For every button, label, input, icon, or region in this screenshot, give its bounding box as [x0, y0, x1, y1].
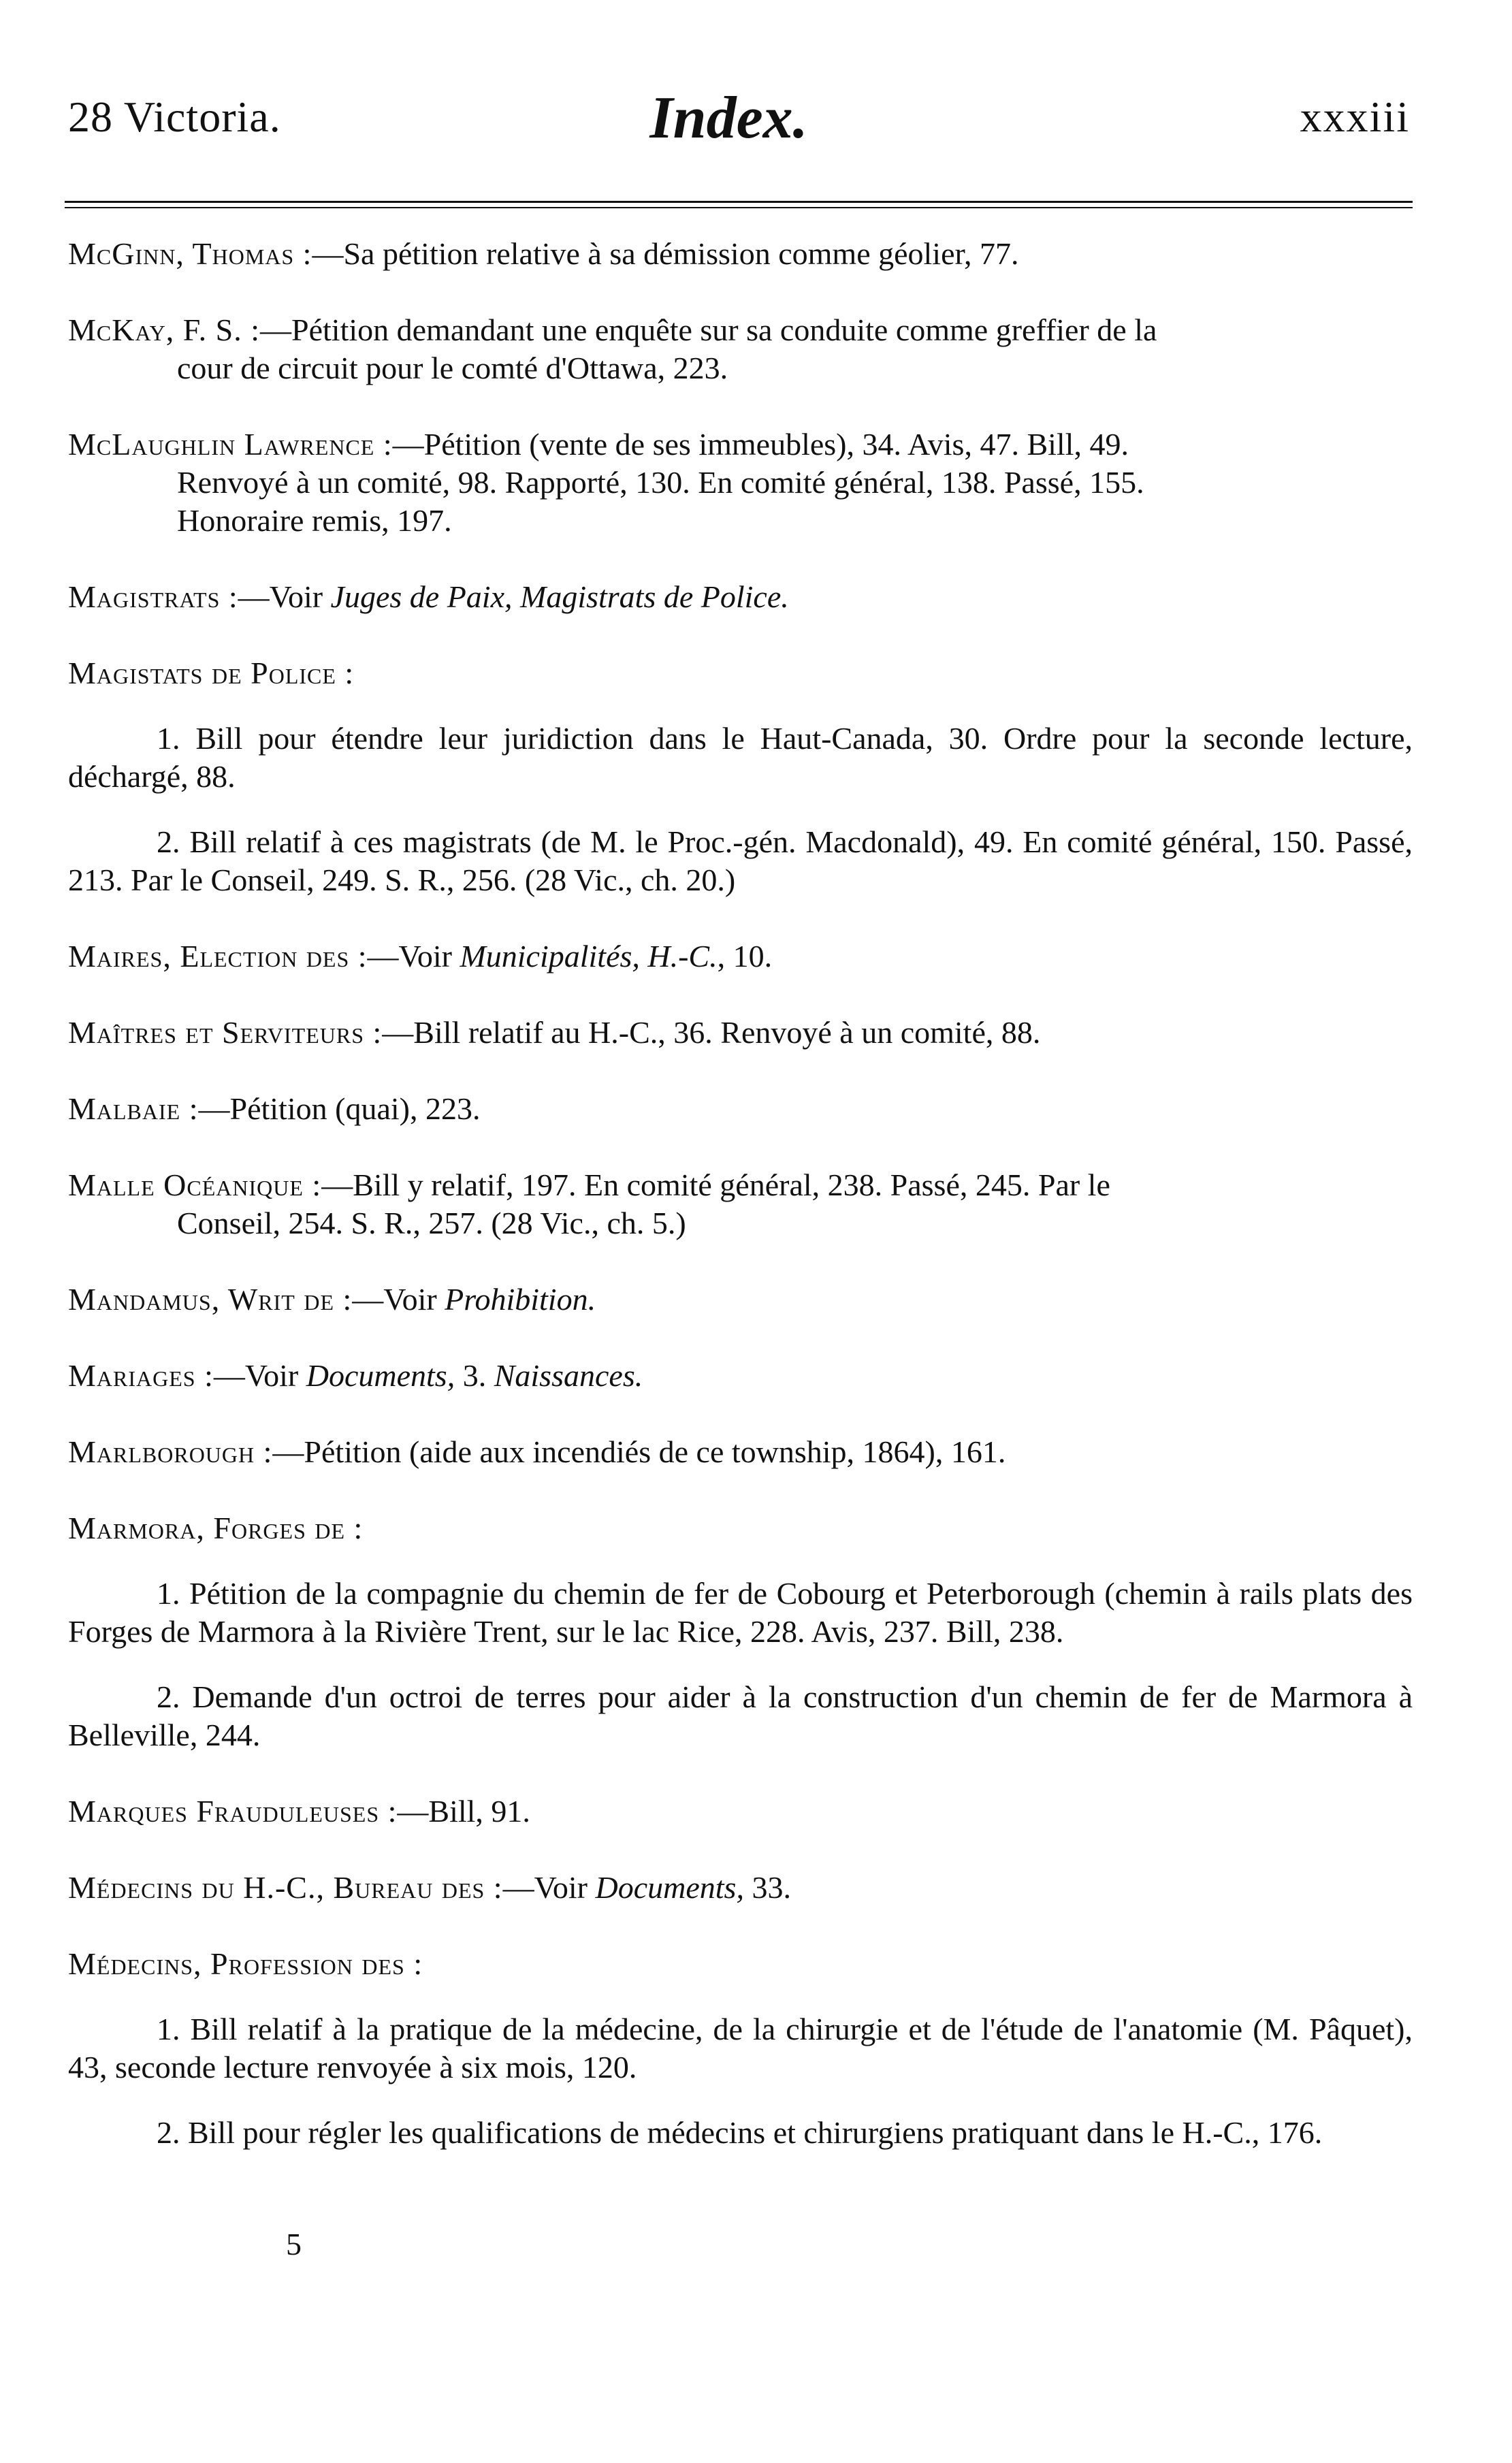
entry-cross-reference: Prohibition.: [445, 1282, 596, 1317]
header-page-roman: xxxiii: [1300, 93, 1410, 141]
entry-cross-reference: Documents,: [306, 1358, 455, 1393]
header-rule-bottom: [65, 207, 1413, 208]
entry-text-after: , 10.: [717, 939, 773, 973]
entry-heading: Malle Océanique :: [68, 1168, 322, 1202]
index-entry-mckay: [68, 311, 1413, 387]
page-header: [48, 85, 1410, 167]
index-entry-malbaie: [68, 1090, 1413, 1128]
entry-continuation: Honoraire remis, 197.: [177, 503, 452, 538]
entry-text: —Pétition (vente de ses immeubles), 34. Avis, 47. Bill, 49.: [392, 427, 1129, 462]
index-entry-marlborough: [68, 1433, 1413, 1471]
entry-heading: Médecins, Profession des :: [68, 1946, 423, 1981]
entry-heading: McKay, F. S. :: [68, 312, 261, 347]
entry-continuation: cour de circuit pour le comté d'Ottawa, 223.: [177, 351, 728, 385]
entry-text: —Pétition demandant une enquête sur sa conduite comme greffier de la: [260, 312, 1157, 347]
index-entry-medecins-bureau: [68, 1869, 1413, 1907]
index-entry-mcginn: [68, 235, 1413, 273]
entry-heading: Marlborough :: [68, 1434, 273, 1469]
header-session: 28 Victoria.: [68, 93, 281, 141]
index-entry-mandamus: [68, 1281, 1413, 1319]
index-entry-mclaughlin: [68, 425, 1413, 540]
index-entry-maires: [68, 937, 1413, 976]
entry-cross-reference: Municipalités, H.-C.: [460, 939, 718, 973]
entry-subitem: 1. Bill relatif à la pratique de la médecine, de la chirurgie et de l'étude de l'anatomie (M. Pâquet), 43, seconde lecture renvoyée à six mois, 120.: [68, 2012, 1413, 2084]
entry-heading: Médecins du H.-C., Bureau des :: [68, 1870, 503, 1905]
entry-text: —Voir: [213, 1358, 306, 1393]
entry-heading: Mariages :: [68, 1358, 214, 1393]
entry-heading: Maires, Election des :: [68, 939, 368, 973]
index-entries: [68, 235, 1413, 2190]
entry-text: —Sa pétition relative à sa démission comme géolier, 77.: [312, 236, 1019, 271]
index-entry-maitres: [68, 1014, 1413, 1052]
page-number: 5: [286, 2227, 302, 2261]
entry-text: —Bill, 91.: [397, 1794, 530, 1829]
entry-subitem: 1. Pétition de la compagnie du chemin de fer de Cobourg et Peterborough (chemin à rails plats des Forges de Marmora à la Rivière Trent, sur le lac Rice, 228. Avis, 237. Bill, 238.: [68, 1576, 1413, 1649]
entry-text: —Voir: [502, 1870, 596, 1905]
entry-subitem: 2. Demande d'un octroi de terres pour aider à la construction d'un chemin de fer de Marmora à Belleville, 244.: [68, 1679, 1413, 1752]
entry-subitem: 2. Bill pour régler les qualifications de médecins et chirurgiens pratiquant dans le H.-C., 176.: [157, 2115, 1323, 2150]
entry-text-after: 3.: [455, 1358, 494, 1393]
entry-cross-reference: Documents,: [595, 1870, 744, 1905]
index-entry-medecins-profession: [68, 1945, 1413, 2152]
entry-heading: McGinn, Thomas :: [68, 236, 312, 271]
entry-cross-reference: Naissances.: [494, 1358, 643, 1393]
entry-text: —Bill relatif au H.-C., 36. Renvoyé à un comité, 88.: [382, 1015, 1041, 1050]
entry-text: —Voir: [238, 579, 331, 614]
entry-heading: Marmora, Forges de :: [68, 1511, 364, 1545]
entry-heading: Marques Frauduleuses :: [68, 1794, 398, 1829]
entry-heading: Mandamus, Writ de :: [68, 1282, 353, 1317]
index-entry-magistrats-de-police: [68, 654, 1413, 899]
index-entry-malle-oceanique: [68, 1166, 1413, 1242]
entry-text: —Voir: [367, 939, 460, 973]
entry-heading: Malbaie :: [68, 1091, 199, 1126]
entry-heading: McLaughlin Lawrence :: [68, 427, 393, 462]
header-title: Index.: [649, 85, 808, 151]
entry-text: —Pétition (quai), 223.: [198, 1091, 481, 1126]
entry-text: —Bill y relatif, 197. En comité général, 238. Passé, 245. Par le: [321, 1168, 1110, 1202]
index-entry-magistrats: [68, 578, 1413, 616]
entry-text-after: 33.: [743, 1870, 791, 1905]
index-entry-mariages: [68, 1357, 1413, 1395]
entry-cross-reference: Juges de Paix, Magistrats de Police.: [330, 579, 789, 614]
entry-subitem: 2. Bill relatif à ces magistrats (de M. le Proc.-gén. Macdonald), 49. En comité général, 150. Passé, 213. Par le Conseil, 249. S. R., 256. (28 Vic., ch. 20.): [68, 824, 1413, 897]
entry-text: —Pétition (aide aux incendiés de ce township, 1864), 161.: [272, 1434, 1006, 1469]
entry-continuation: Conseil, 254. S. R., 257. (28 Vic., ch. 5.): [177, 1206, 686, 1240]
header-rule-top: [65, 201, 1413, 203]
index-entry-marques: [68, 1792, 1413, 1831]
entry-subitem: 1. Bill pour étendre leur juridiction dans le Haut-Canada, 30. Ordre pour la seconde lecture, déchargé, 88.: [68, 721, 1413, 794]
entry-text: —Voir: [352, 1282, 445, 1317]
entry-heading: Maîtres et Serviteurs :: [68, 1015, 383, 1050]
index-entry-marmora: [68, 1509, 1413, 1754]
entry-heading: Magistrats :: [68, 579, 238, 614]
entry-continuation: Renvoyé à un comité, 98. Rapporté, 130. En comité général, 138. Passé, 155.: [177, 465, 1144, 500]
entry-heading: Magistats de Police :: [68, 656, 355, 690]
